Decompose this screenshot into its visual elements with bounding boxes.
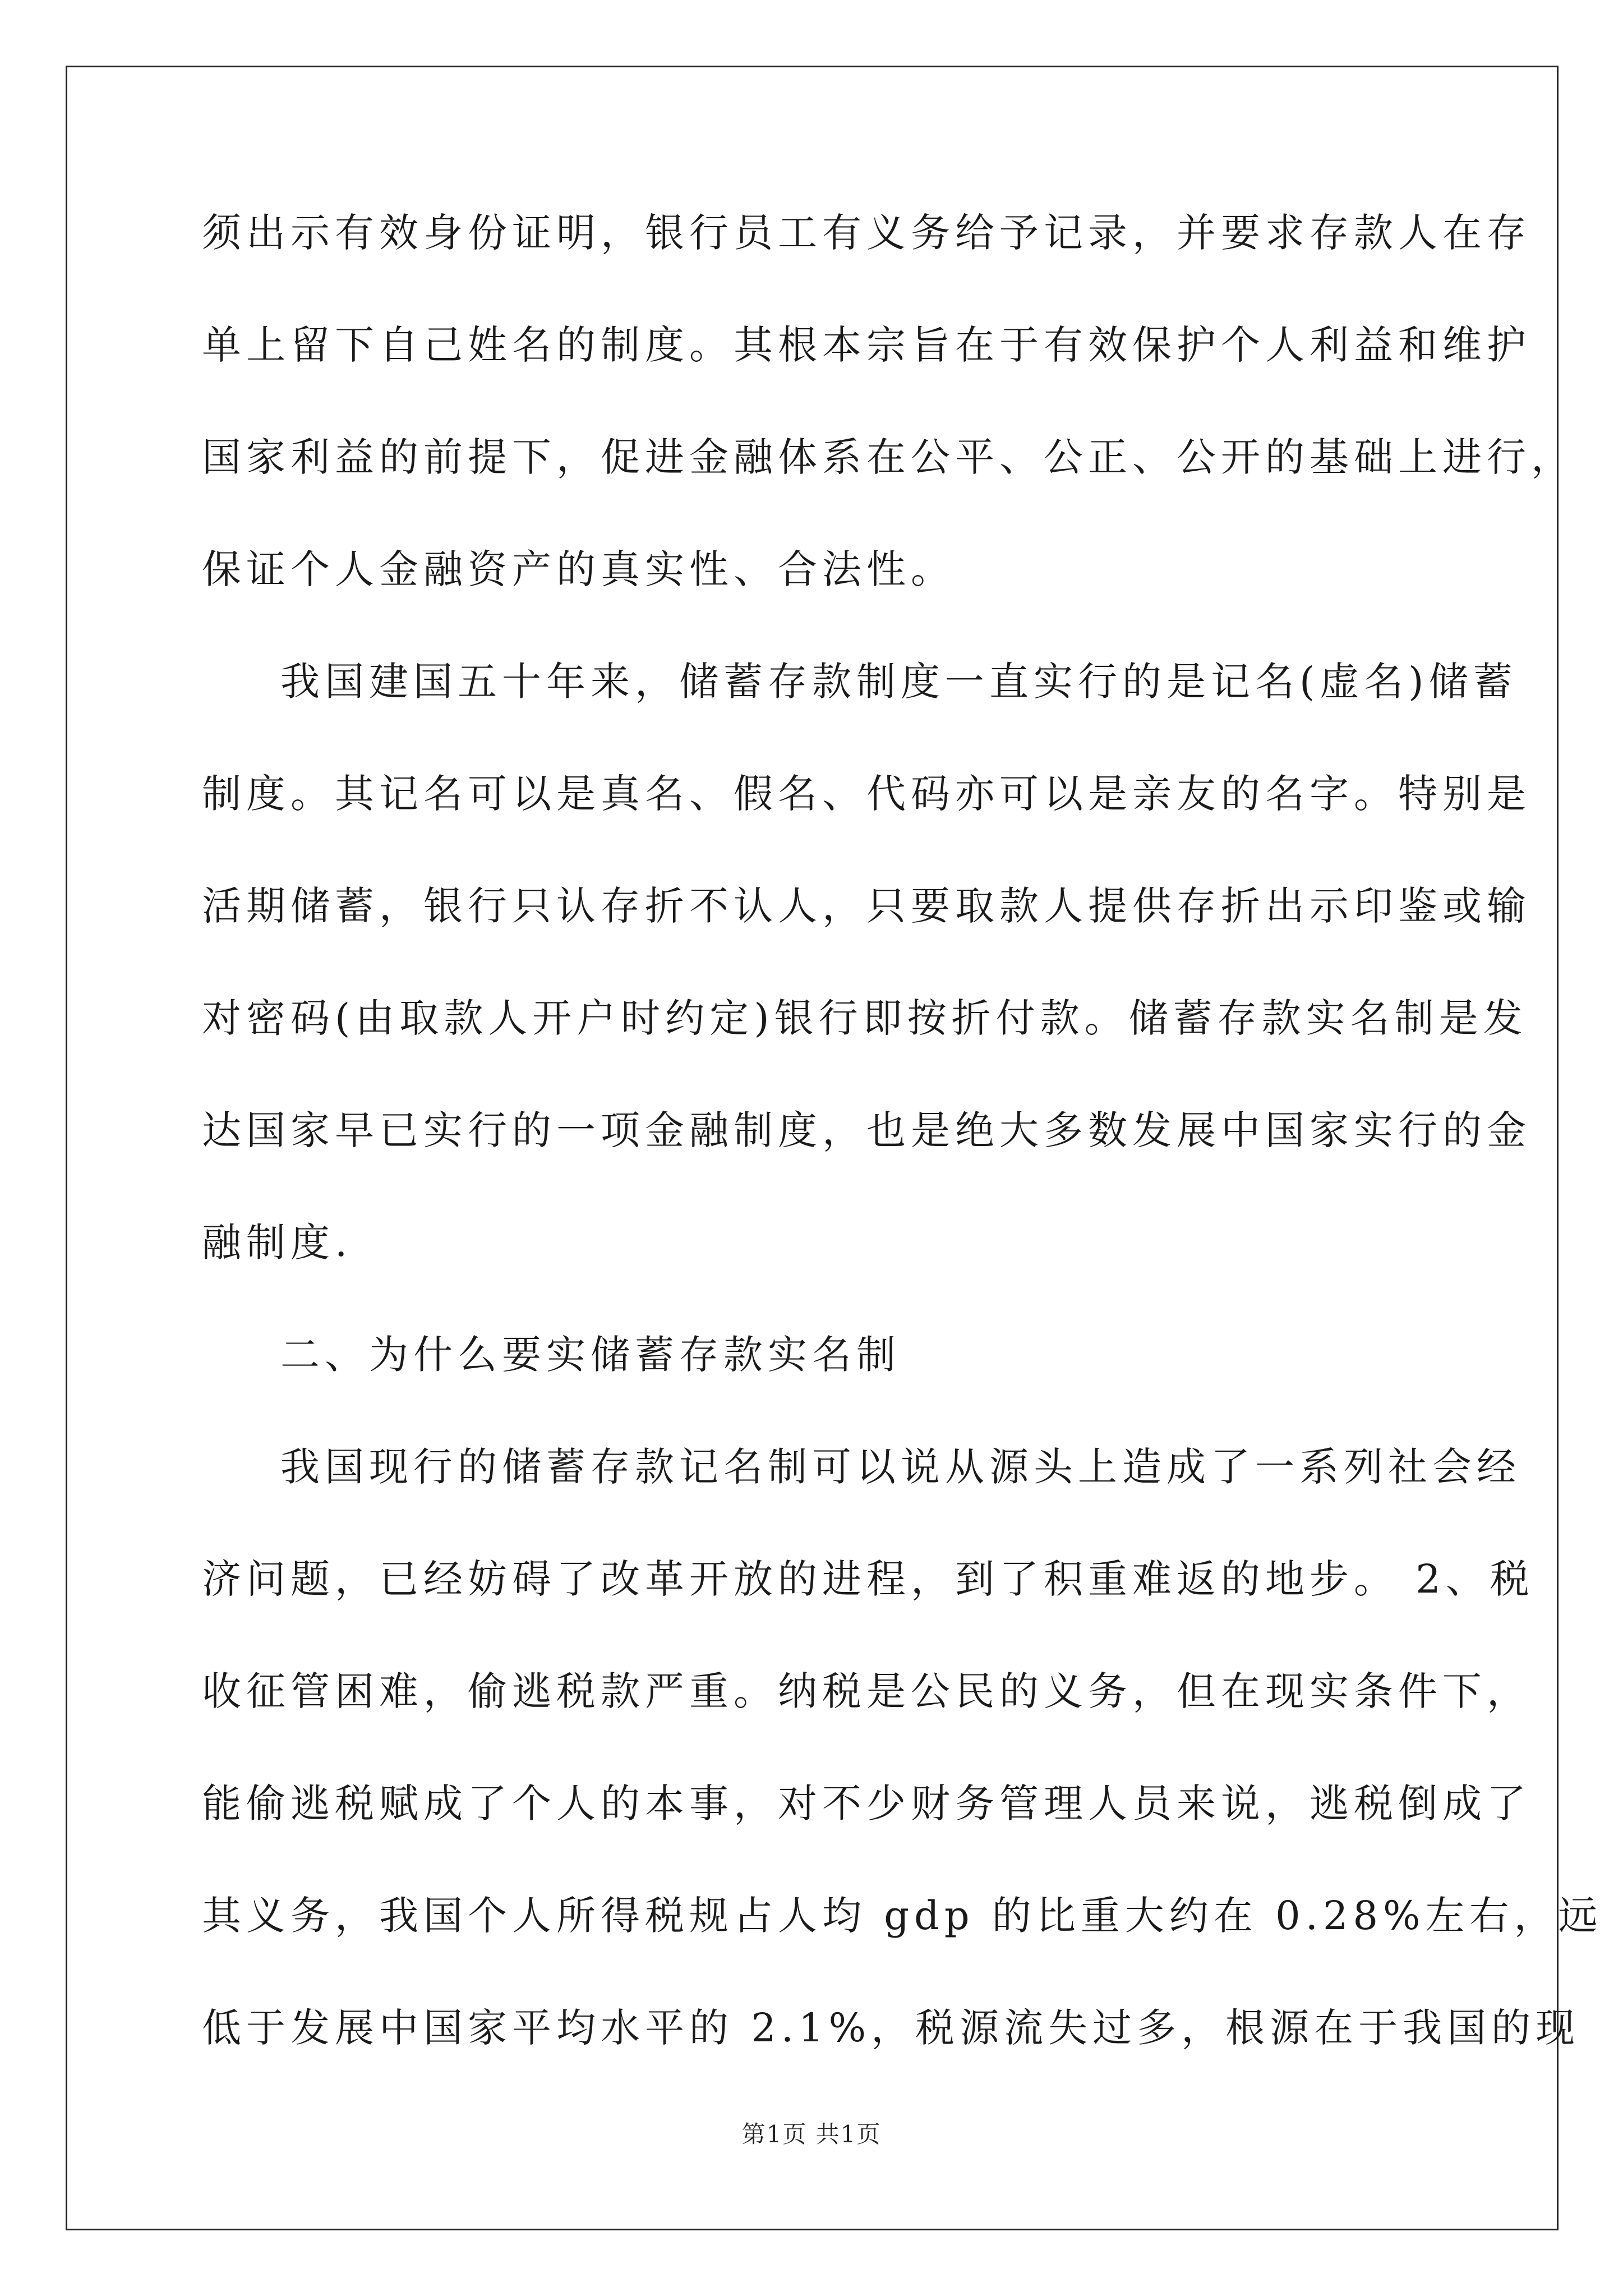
- text-line: 低于发展中国家平均水平的 2.1%，税源流失过多，根源在于我国的现: [202, 2005, 1580, 2051]
- text-line: 保证个人金融资产的真实性、合法性。: [202, 546, 955, 592]
- text-line: 济问题，已经妨碍了改革开放的进程，到了积重难返的地步。 2、税: [202, 1556, 1534, 1602]
- text-line: 其义务，我国个人所得税规占人均 gdp 的比重大约在 0.28%左右，远: [202, 1893, 1603, 1939]
- page-number-footer: 第1页 共1页: [741, 2120, 882, 2148]
- paragraph-start-line: 我国现行的储蓄存款记名制可以说从源头上造成了一系列社会经: [280, 1444, 1521, 1490]
- text-line: 国家利益的前提下，促进金融体系在公平、公正、公开的基础上进行，: [202, 434, 1575, 480]
- text-line: 单上留下自己姓名的制度。其根本宗旨在于有效保护个人利益和维护: [202, 322, 1531, 368]
- section-heading: 二、为什么要实储蓄存款实名制: [280, 1332, 901, 1378]
- text-line: 制度。其记名可以是真名、假名、代码亦可以是亲友的名字。特别是: [202, 771, 1531, 817]
- text-line: 对密码(由取款人开户时约定)银行即按折付款。储蓄存款实名制是发: [202, 995, 1528, 1041]
- text-line: 融制度.: [202, 1220, 353, 1266]
- text-line: 能偷逃税赋成了个人的本事，对不少财务管理人员来说，逃税倒成了: [202, 1780, 1531, 1826]
- text-line: 须出示有效身份证明，银行员工有义务给予记录，并要求存款人在存: [202, 210, 1531, 256]
- paragraph-start-line: 我国建国五十年来，储蓄存款制度一直实行的是记名(虚名)储蓄: [280, 659, 1518, 705]
- text-line: 达国家早已实行的一项金融制度，也是绝大多数发展中国家实行的金: [202, 1107, 1531, 1153]
- text-line: 活期储蓄，银行只认存折不认人，只要取款人提供存折出示印鉴或输: [202, 883, 1531, 929]
- text-line: 收征管困难，偷逃税款严重。纳税是公民的义务，但在现实条件下，: [202, 1668, 1531, 1714]
